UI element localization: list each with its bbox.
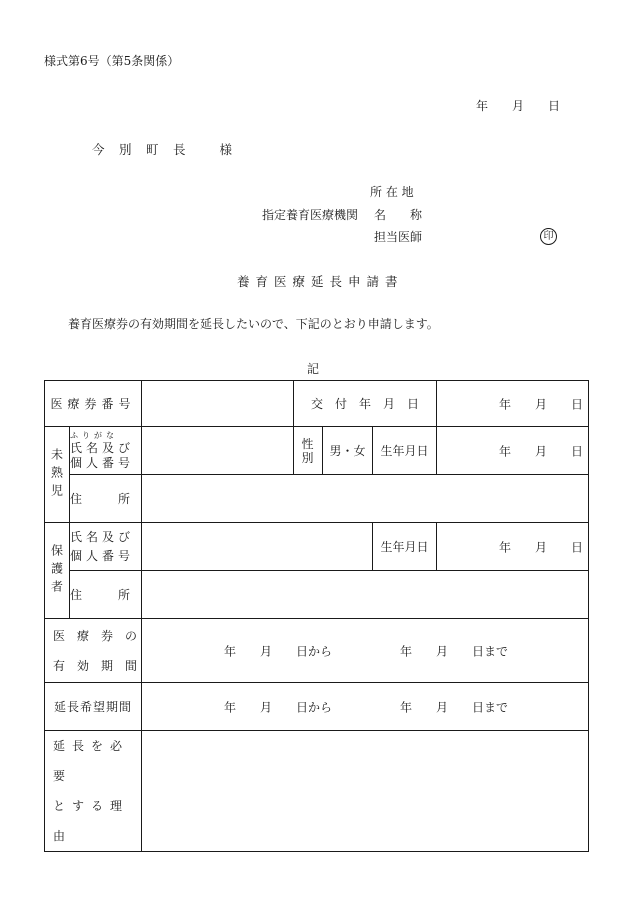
issue-day: 日 bbox=[571, 397, 584, 411]
addressee-honorific: 様 bbox=[219, 142, 234, 157]
guardian-birth-month: 月 bbox=[535, 540, 548, 554]
validity-to-month: 月 bbox=[436, 644, 449, 658]
row-infant-name bbox=[45, 427, 589, 475]
institution-doctor-label: 担当医師 bbox=[374, 230, 423, 244]
issue-date-field[interactable] bbox=[437, 381, 589, 427]
application-table bbox=[44, 380, 589, 852]
validity-to-day: 日まで bbox=[472, 644, 509, 658]
guardian-name-label-2: 個人番号 bbox=[70, 548, 135, 563]
infant-name-label-2: 個人番号 bbox=[70, 455, 135, 470]
guardian-birth-year: 年 bbox=[499, 540, 512, 554]
issue-year: 年 bbox=[499, 397, 512, 411]
extension-to-year: 年 bbox=[400, 700, 413, 714]
row-guardian-address bbox=[45, 571, 589, 619]
addressee bbox=[92, 140, 233, 158]
guardian-birthdate-label: 生年月日 bbox=[373, 523, 437, 571]
validity-from-month: 月 bbox=[260, 644, 273, 658]
guardian-birthdate-field[interactable] bbox=[437, 523, 589, 571]
guardian-birth-day: 日 bbox=[571, 540, 584, 554]
guardian-label-cell bbox=[45, 523, 70, 619]
extension-to-day: 日まで bbox=[472, 700, 509, 714]
extension-from-month: 月 bbox=[260, 700, 273, 714]
seal-mark: 印 bbox=[540, 228, 557, 245]
reason-label-2: とする理由 bbox=[53, 799, 130, 843]
row-reason bbox=[45, 731, 589, 852]
addressee-title: 今 別 町 長 bbox=[92, 142, 187, 157]
row-validity-period bbox=[45, 619, 589, 683]
sex-label: 性別 bbox=[294, 427, 323, 475]
document-title: 養育医療延長申請書 bbox=[237, 274, 404, 289]
infant-name-label-1: 氏名及び bbox=[70, 440, 135, 455]
validity-label-cell bbox=[45, 619, 142, 683]
date-year-label: 年 bbox=[476, 99, 489, 113]
date-month-label: 月 bbox=[512, 99, 525, 113]
infant-birthdate-label: 生年月日 bbox=[373, 427, 437, 475]
validity-period-field[interactable] bbox=[142, 619, 589, 683]
furigana-label: ふりがな bbox=[70, 430, 118, 440]
infant-birth-month: 月 bbox=[535, 444, 548, 458]
row-extension-period bbox=[45, 683, 589, 731]
ticket-number-label: 医療券番号 bbox=[45, 381, 142, 427]
infant-address-label: 住 所 bbox=[70, 475, 142, 523]
ki-heading: 記 bbox=[307, 362, 320, 376]
row-ticket-number bbox=[45, 381, 589, 427]
row-infant-address bbox=[45, 475, 589, 523]
infant-name-label-cell bbox=[70, 427, 142, 475]
guardian-name-label-cell bbox=[70, 523, 142, 571]
validity-label-2: 有 効 期 間 bbox=[53, 658, 138, 673]
sex-options[interactable]: 男・女 bbox=[323, 427, 373, 475]
row-guardian-name bbox=[45, 523, 589, 571]
infant-address-field[interactable] bbox=[142, 475, 589, 523]
infant-birth-day: 日 bbox=[571, 444, 584, 458]
extension-from-day: 日から bbox=[296, 700, 333, 714]
extension-to-month: 月 bbox=[436, 700, 449, 714]
validity-from-day: 日から bbox=[296, 644, 333, 658]
infant-birth-year: 年 bbox=[499, 444, 512, 458]
validity-to-year: 年 bbox=[400, 644, 413, 658]
issue-month: 月 bbox=[535, 397, 548, 411]
issue-date-label: 交 付 年 月 日 bbox=[294, 381, 437, 427]
infant-label-cell bbox=[45, 427, 70, 523]
reason-field[interactable] bbox=[142, 731, 589, 852]
guardian-address-field[interactable] bbox=[142, 571, 589, 619]
guardian-name-label-1: 氏名及び bbox=[70, 529, 135, 544]
institution-location-label: 所 在 地 bbox=[370, 185, 414, 199]
extension-label: 延長希望期間 bbox=[45, 683, 142, 731]
reason-label-1: 延長を必要 bbox=[53, 739, 130, 783]
institution-name-label: 名 称 bbox=[374, 208, 423, 222]
ticket-number-field[interactable] bbox=[142, 381, 294, 427]
validity-from-year: 年 bbox=[224, 644, 237, 658]
intro-text: 養育医療券の有効期間を延長したいので、下記のとおり申請します。 bbox=[68, 317, 439, 331]
date-day-label: 日 bbox=[548, 99, 561, 113]
extension-period-field[interactable] bbox=[142, 683, 589, 731]
guardian-label: 保護者 bbox=[49, 543, 64, 598]
reason-label-cell bbox=[45, 731, 142, 852]
form-number-label: 様式第6号（第5条関係） bbox=[44, 54, 180, 68]
extension-from-year: 年 bbox=[224, 700, 237, 714]
validity-label-1: 医 療 券 の bbox=[53, 628, 138, 643]
infant-label: 未熟児 bbox=[49, 447, 64, 502]
infant-name-field[interactable] bbox=[142, 427, 294, 475]
guardian-address-label: 住 所 bbox=[70, 571, 142, 619]
infant-birthdate-field[interactable] bbox=[437, 427, 589, 475]
guardian-name-field[interactable] bbox=[142, 523, 373, 571]
institution-group-label: 指定養育医療機関 bbox=[262, 208, 359, 222]
